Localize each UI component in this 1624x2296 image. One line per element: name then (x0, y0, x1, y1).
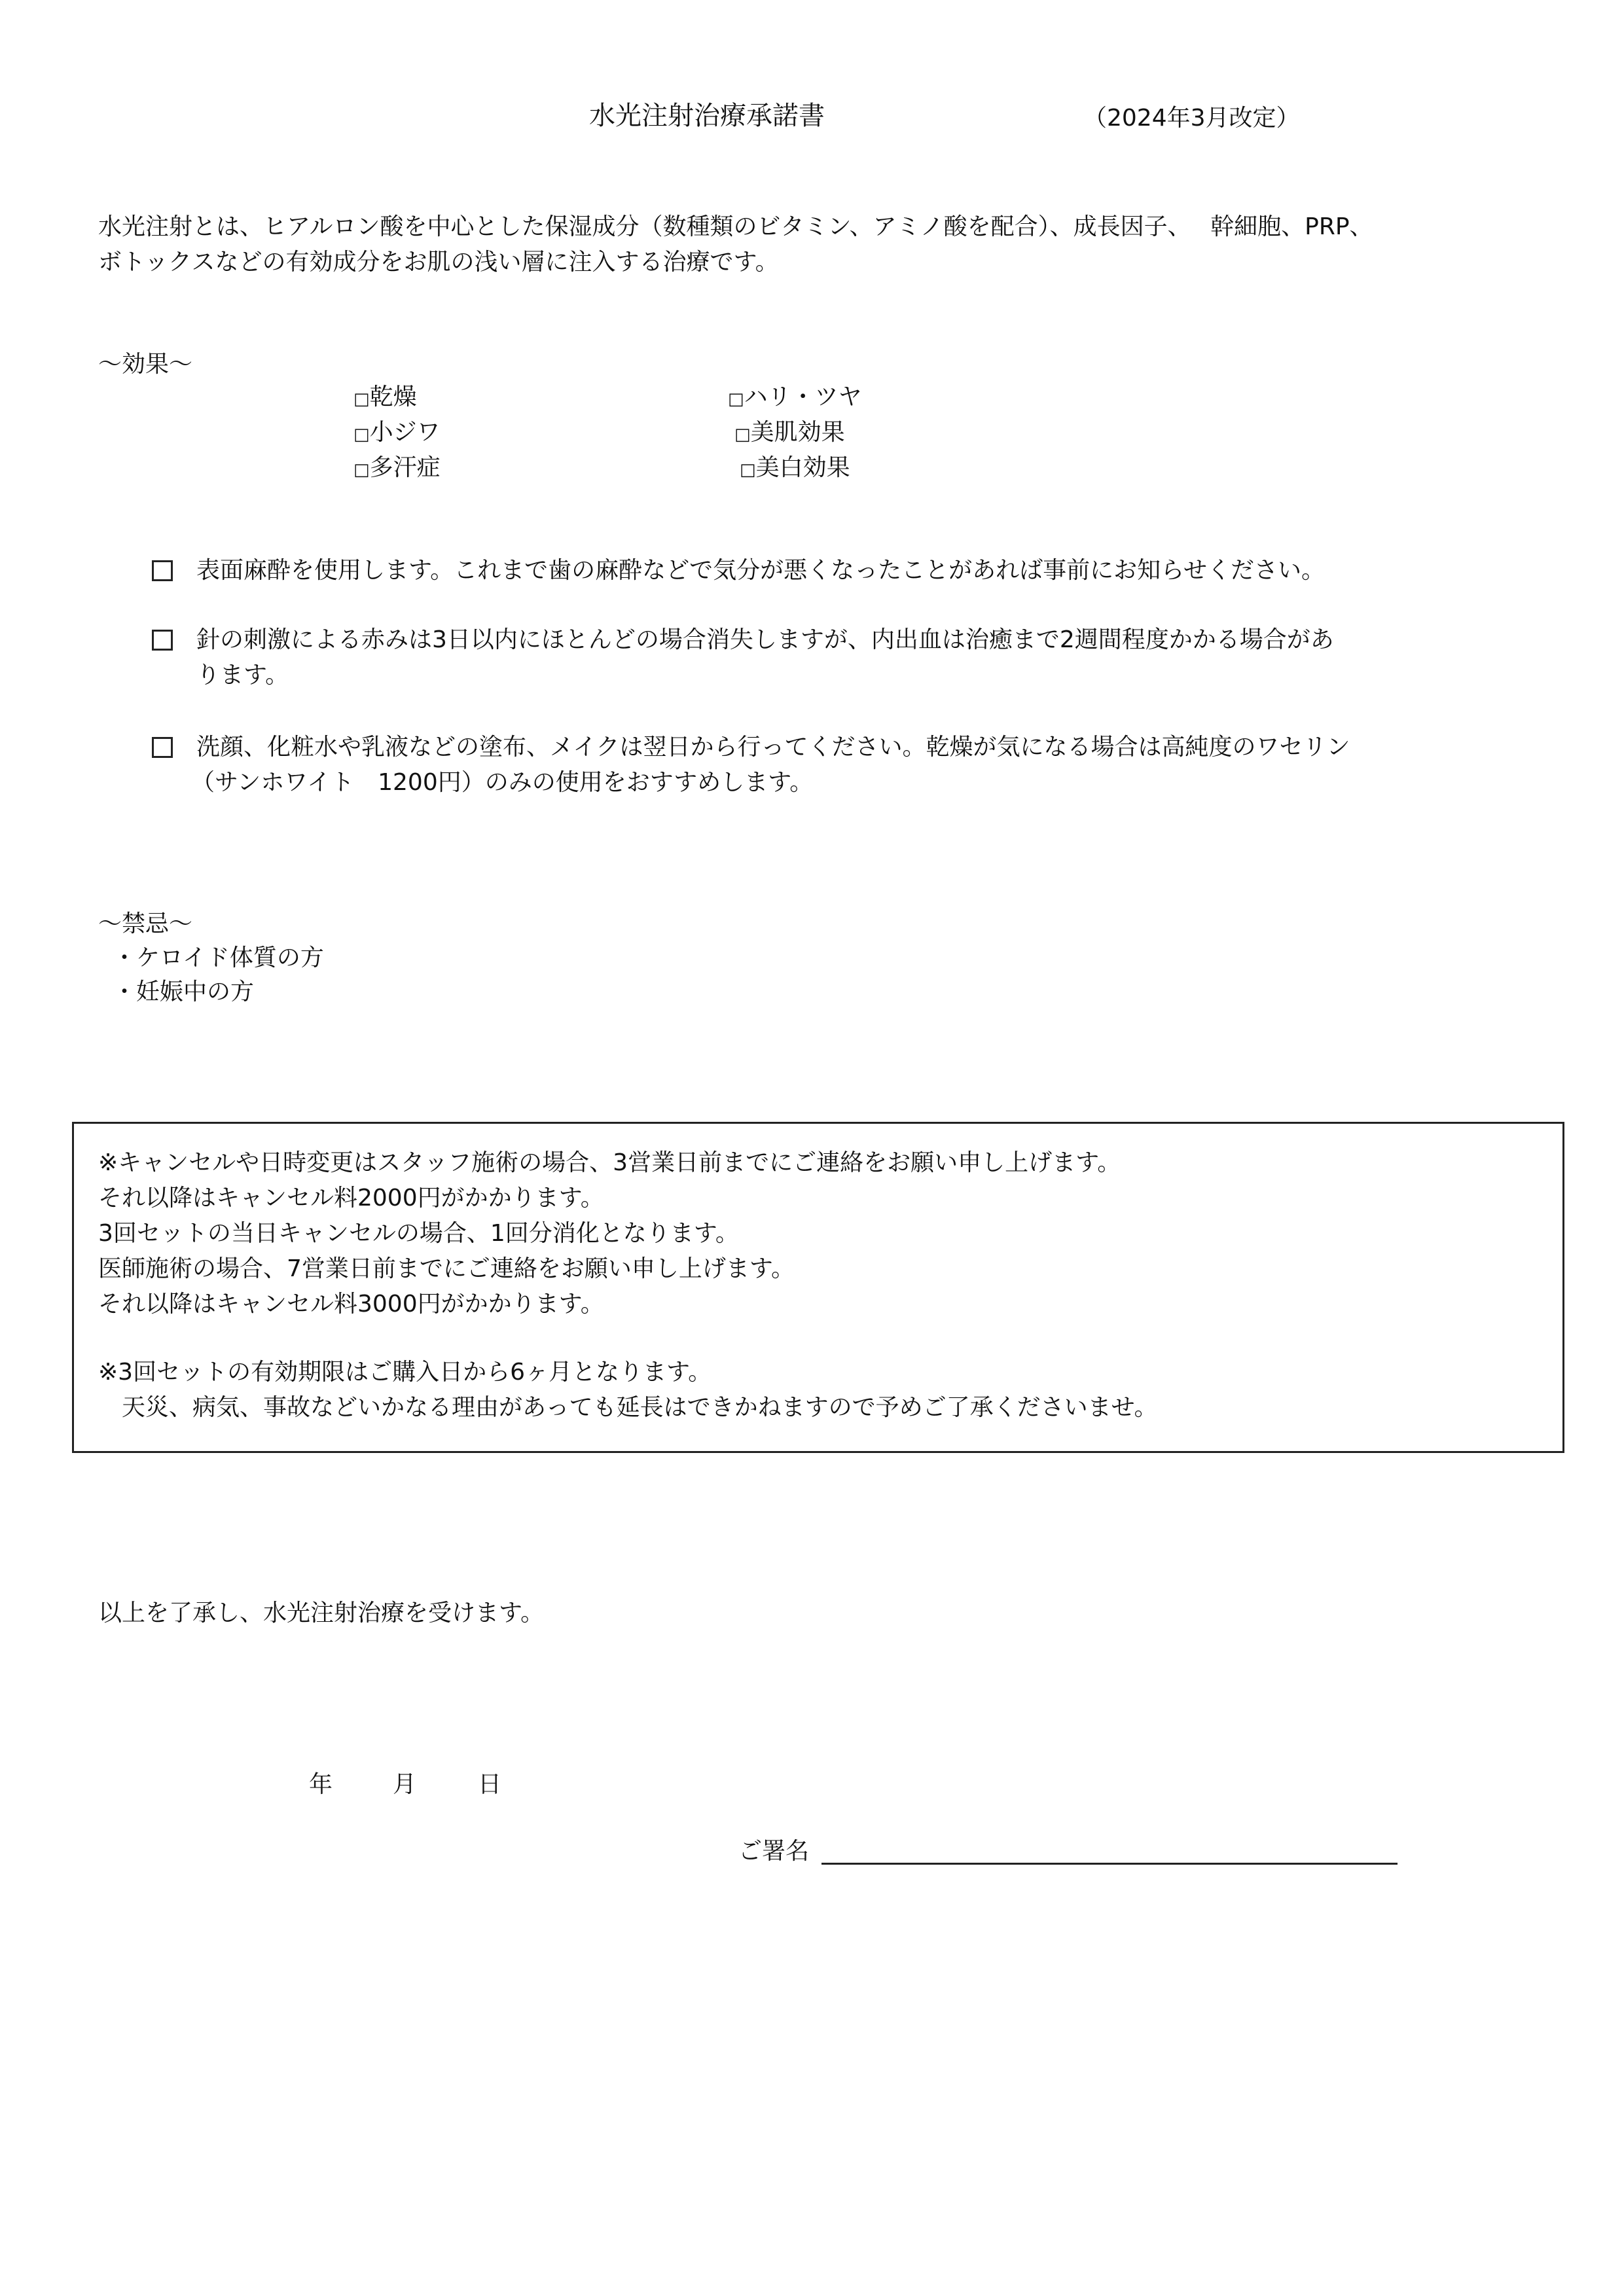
checkbox-icon[interactable]: □ (728, 389, 744, 409)
effect-option[interactable] (353, 415, 441, 452)
effects-heading: 〜効果〜 (98, 351, 193, 378)
effect-label: 多汗症 (369, 454, 441, 481)
consent-checkbox[interactable] (152, 630, 173, 651)
effect-label: 小ジワ (369, 419, 441, 446)
date-year-label: 年 (309, 1771, 333, 1798)
intro-line: ボトックスなどの有効成分をお肌の浅い層に注入する治療です。 (98, 249, 779, 276)
consent-checkbox[interactable] (152, 737, 173, 758)
date-month-label: 月 (393, 1771, 417, 1798)
effect-label: 美肌効果 (750, 419, 845, 446)
checkbox-icon[interactable]: □ (353, 389, 370, 409)
effect-label: 美白効果 (755, 454, 850, 481)
consent-text: 表面麻酔を使用します。これまで歯の麻酔などで気分が悪くなったことがあれば事前にお知らせください。 (196, 557, 1326, 584)
contraindication-item: ・妊娠中の方 (113, 978, 255, 1005)
date-day-label: 日 (478, 1771, 502, 1798)
checkbox-icon[interactable]: □ (734, 425, 751, 444)
checkbox-icon[interactable]: □ (740, 460, 756, 480)
effect-option[interactable] (728, 380, 862, 417)
effect-option[interactable] (740, 450, 850, 488)
notice-line: それ以降はキャンセル料2000円がかかります。 (98, 1185, 604, 1211)
agreement-statement: 以上を了承し、水光注射治療を受けます。 (98, 1600, 545, 1626)
revision-date: （2024年3月改定） (1083, 105, 1300, 132)
effect-option[interactable] (734, 415, 845, 452)
contraindication-item: ・ケロイド体質の方 (113, 944, 324, 971)
notice-line: 3回セットの当日キャンセルの場合、1回分消化となります。 (98, 1220, 739, 1247)
notice-line: 医師施術の場合、7営業日前までにご連絡をお願い申し上げます。 (98, 1255, 795, 1282)
notice-line: それ以降はキャンセル料3000円がかかります。 (98, 1291, 604, 1318)
effect-label: ハリ・ツヤ (744, 384, 862, 410)
notice-line: 天災、病気、事故などいかなる理由があっても延長はできかねますので予めご了承くださいませ。 (98, 1394, 1158, 1421)
signature-line[interactable] (821, 1863, 1398, 1865)
document-title: 水光注射治療承諾書 (589, 101, 825, 131)
consent-text: ります。 (196, 662, 289, 689)
effect-option[interactable] (353, 450, 441, 488)
effect-option[interactable] (353, 380, 417, 417)
notice-line: ※3回セットの有効期限はご購入日から6ヶ月となります。 (98, 1359, 712, 1386)
consent-text: （サンホワイト 1200円）のみの使用をおすすめします。 (191, 769, 814, 796)
consent-text: 洗顔、化粧水や乳液などの塗布、メイクは翌日から行ってください。乾燥が気になる場合は高純度のワセリン (196, 734, 1350, 761)
checkbox-icon[interactable]: □ (353, 425, 370, 444)
checkbox-icon[interactable]: □ (353, 460, 370, 480)
consent-text: 針の刺激による赤みは3日以内にほとんどの場合消失しますが、内出血は治癒まで2週間程度かかる場合があ (196, 626, 1334, 653)
effect-label: 乾燥 (369, 384, 417, 410)
notice-line: ※キャンセルや日時変更はスタッフ施術の場合、3営業日前までにご連絡をお願い申し上げます。 (98, 1149, 1121, 1176)
intro-line: 水光注射とは、ヒアルロン酸を中心とした保湿成分（数種類のビタミン、アミノ酸を配合）、成長因子、 幹細胞、PRP、 (98, 213, 1373, 240)
contraindications-heading: 〜禁忌〜 (98, 910, 193, 937)
signature-label: ご署名 (738, 1838, 810, 1865)
consent-checkbox[interactable] (152, 560, 173, 581)
